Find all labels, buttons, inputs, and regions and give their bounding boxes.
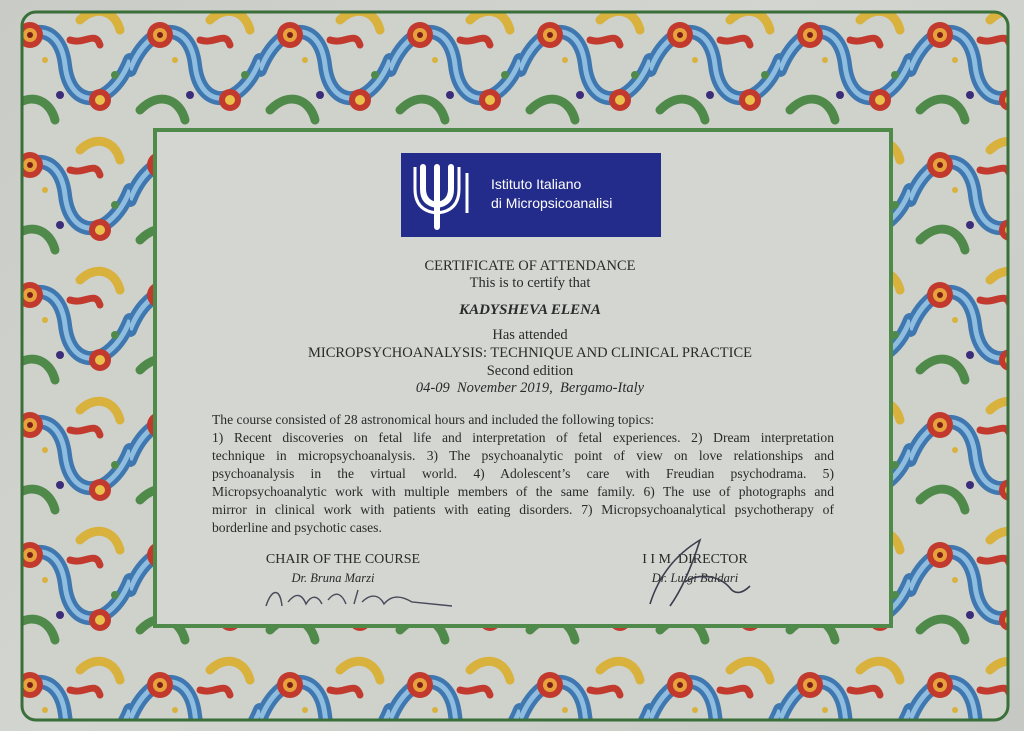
director-name: Dr. Luigi Baldari bbox=[651, 571, 739, 585]
chair-role: CHAIR OF THE COURSE bbox=[265, 552, 421, 567]
topics-intro: The course consisted of 28 astronomical hours and included the following topics: bbox=[212, 412, 655, 427]
institute-name-line2: di Micropsicoanalisi bbox=[491, 195, 613, 211]
edition-line: Second edition bbox=[486, 363, 574, 379]
certify-line: This is to certify that bbox=[469, 275, 591, 291]
attended-line: Has attended bbox=[492, 327, 568, 343]
institute-logo bbox=[401, 153, 661, 237]
chair-name: Dr. Bruna Marzi bbox=[291, 571, 375, 585]
recipient-name: KADYSHEVA ELENA bbox=[459, 302, 601, 318]
director-role: I I M DIRECTOR bbox=[642, 552, 748, 567]
dates-line: 04-09 November 2019, Bergamo-Italy bbox=[415, 380, 645, 396]
topics-line: 1) Recent discoveries on fetal life and interpretation of fetal experiences. 2) Dream interpretation bbox=[212, 430, 834, 445]
topics-paragraph bbox=[212, 411, 834, 537]
director-signature bbox=[640, 532, 780, 612]
course-title: MICROPSYCHOANALYSIS: TECHNIQUE AND CLINICAL PRACTICE bbox=[307, 345, 753, 361]
institute-name bbox=[491, 175, 612, 213]
institute-name-line1: Istituto Italiano bbox=[491, 176, 582, 192]
certificate-title: CERTIFICATE OF ATTENDANCE bbox=[424, 258, 636, 274]
topics-line: Micropsychoanalytic work with multiple members of the same family. 6) The use of photographs and bbox=[212, 484, 834, 499]
chair-signature bbox=[262, 582, 462, 614]
topics-line: mirror in clinical work with patients with eating disorders. 7) Micropsychoanalytical psychotherapy of bbox=[212, 502, 834, 517]
topics-line: borderline and psychotic cases. bbox=[212, 520, 382, 535]
topics-line: psychoanalysis in the virtual world. 4) Adolescent’s care with Freudian psychodrama. 5) bbox=[212, 466, 834, 481]
topics-line: technique in micropsychoanalysis. 3) The psychoanalytic point of view on love relationships and bbox=[212, 448, 834, 463]
psi-logo-icon bbox=[401, 153, 491, 237]
